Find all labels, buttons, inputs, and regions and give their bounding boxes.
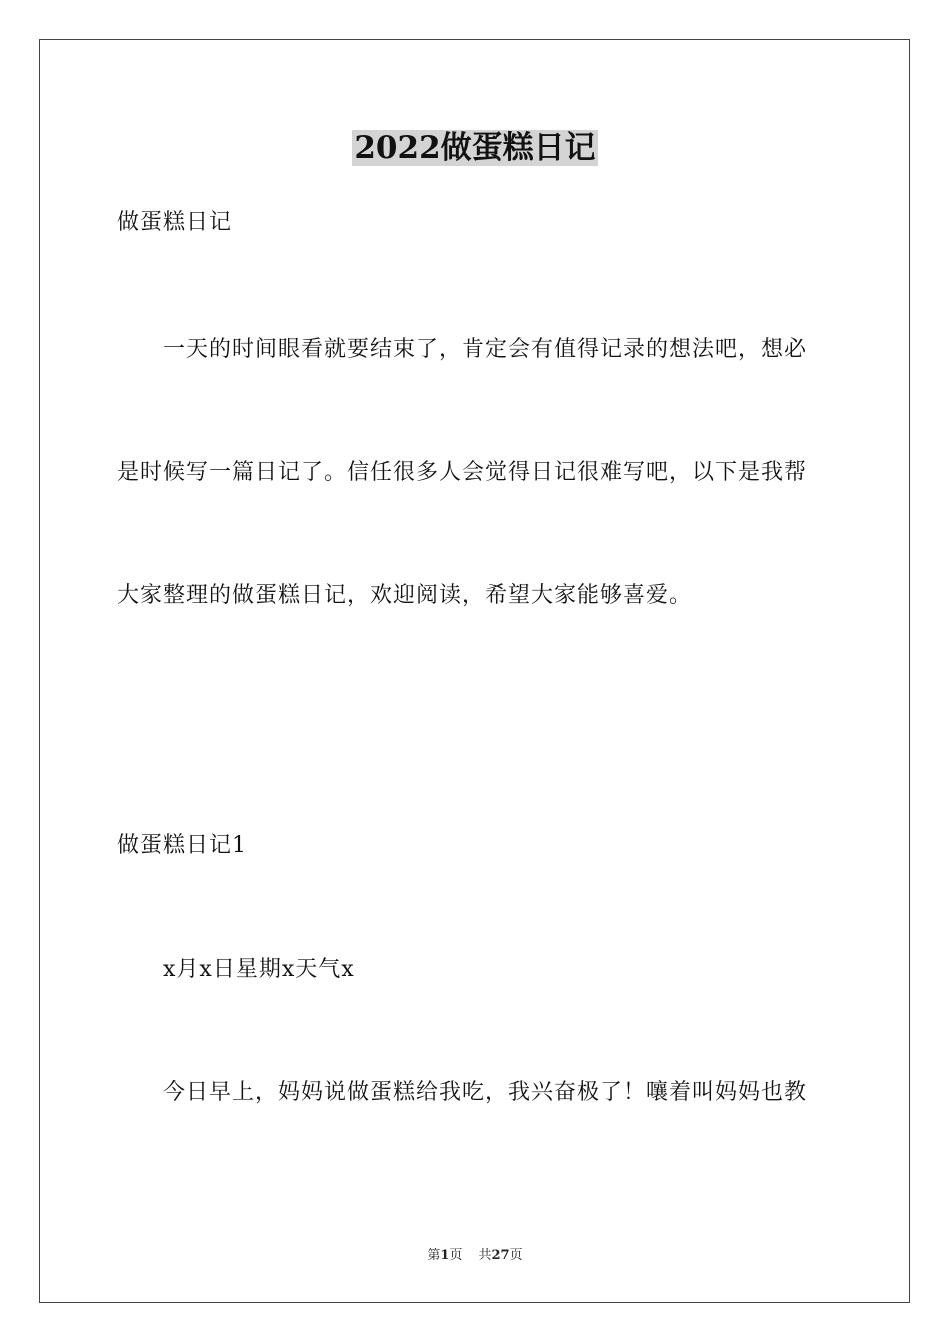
page-current: 1 (440, 1248, 450, 1263)
diary-entry-heading: 做蛋糕日记1 (117, 833, 247, 858)
document-title (0, 128, 950, 168)
section-heading: 做蛋糕日记 (117, 210, 233, 235)
document-title-text: 2022做蛋糕日记 (354, 130, 596, 166)
total-prefix: 共 (478, 1248, 492, 1263)
paragraph-line-2: 是时候写一篇日记了。信任很多人会觉得日记很难写吧，以下是我帮 (117, 460, 808, 485)
total-suffix: 页 (509, 1248, 523, 1263)
page-suffix: 页 (449, 1248, 463, 1263)
page-footer (0, 1247, 950, 1265)
diary-body-line: 今日早上，妈妈说做蛋糕给我吃，我兴奋极了！嚷着叫妈妈也教 (163, 1080, 808, 1105)
page-prefix: 第 (427, 1248, 441, 1263)
diary-date-line: x月x日星期x天气x (163, 957, 355, 982)
paragraph-line-3: 大家整理的做蛋糕日记，欢迎阅读，希望大家能够喜爱。 (117, 583, 693, 608)
page-total: 27 (491, 1248, 510, 1263)
paragraph-line-1: 一天的时间眼看就要结束了，肯定会有值得记录的想法吧，想必 (163, 337, 808, 362)
